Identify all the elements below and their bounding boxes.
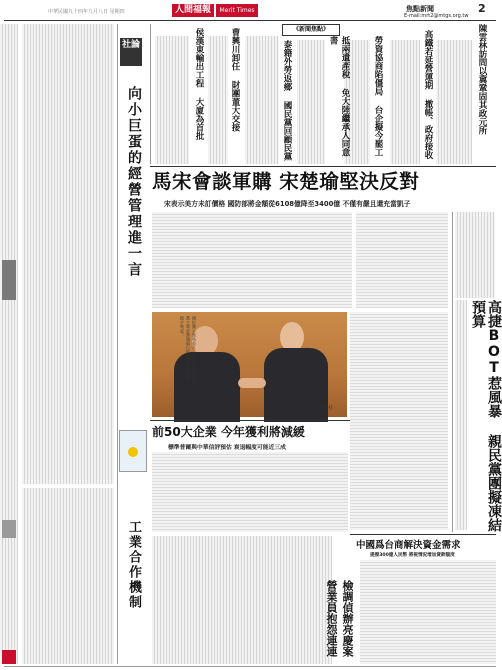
brief-text-4 xyxy=(297,40,325,164)
main-subhead: 宋表示美方未訂價格 國防部將金額從6108億降至3400億 不僅有嚴且還充當凱子 xyxy=(164,200,411,208)
page-number: 2 xyxy=(478,2,486,15)
enterprise-subhead: 標準普爾與中華信評預估 衰退幅度可能近三成 xyxy=(168,445,286,451)
bottom-headline-b: 營業員抱怨連連 xyxy=(325,580,338,657)
news-focus-tag: 《新聞焦點》 xyxy=(282,24,340,36)
gutter-block-2 xyxy=(2,520,16,538)
photo-credit: 中央社 xyxy=(318,405,334,411)
headline-5: 泰籍外勞返鄉 國民黨回顧民黨 xyxy=(282,40,292,161)
column-divider xyxy=(117,24,118,664)
brief-text-1 xyxy=(436,40,472,164)
headline-1: 陳雲林訪問以冀鞏固其政元所 xyxy=(477,24,487,135)
promo-box xyxy=(119,430,147,472)
china-subhead: 提撥300億人民幣 將視情況增加貸款額度 xyxy=(370,553,455,558)
china-headline: 中國爲台商解決資金需求 xyxy=(356,540,461,551)
sun-icon xyxy=(128,447,138,457)
handshake xyxy=(238,378,266,388)
bottom-headline-a: 檢調偵辦亮慶案 xyxy=(341,580,354,657)
main-story-text-right xyxy=(350,312,448,530)
gutter-block xyxy=(2,260,16,300)
main-story-text-left xyxy=(152,212,352,308)
brief-text-6 xyxy=(208,36,228,164)
newspaper-logo: 人間福報 xyxy=(172,4,214,17)
right-divider xyxy=(452,212,453,532)
brief-text-5 xyxy=(245,36,279,164)
headline-7: 侯漢東輸出工程 大廈為首批 xyxy=(194,28,204,140)
brief-text-2 xyxy=(390,40,420,164)
right-text-top xyxy=(455,212,495,298)
masthead-rule xyxy=(4,20,496,21)
right-text-side xyxy=(455,300,467,530)
editorial-body-text xyxy=(22,24,114,484)
footer-rule xyxy=(4,666,496,667)
section-label: 焦點新聞 xyxy=(406,5,434,13)
headline-3: 勞資協商陷僵局 台企擬今罷工 xyxy=(373,36,383,157)
left-gutter-strip xyxy=(0,24,18,664)
main-story-text-mid xyxy=(356,212,448,308)
right-headline: 高捷BOT惹風暴 親民黨團擬凍結預算 xyxy=(470,300,502,532)
bottom-story-text xyxy=(152,536,332,664)
headline-4: 抵兩遺產稅 免大陸繼承人同意書 xyxy=(328,36,350,157)
china-rule xyxy=(350,534,496,535)
logo-subtitle: Merit Times xyxy=(216,4,258,17)
main-headline: 馬宋會談軍購 宋楚瑜堅決反對 xyxy=(152,170,420,193)
enterprise-rule xyxy=(150,420,350,421)
lower-left-body-text xyxy=(22,488,114,664)
headline-2: 高鐵若延營運期 撤帳、政府接收 xyxy=(423,30,433,159)
enterprise-text xyxy=(152,452,348,532)
gutter-marker xyxy=(2,650,16,664)
email-address: E-mail:mrt2@mtgs.org.tw xyxy=(404,13,469,19)
photo-caption: 國民黨主席馬英九（右）昨日與親民黨主席宋楚瑜舉行馬宋會，會後兩人握手致意。 xyxy=(180,316,197,384)
brief-text-a xyxy=(155,36,189,164)
editorial-tag: 社論 xyxy=(120,38,142,66)
headline-6: 曹興川卸任 財團董大交接 xyxy=(230,28,240,132)
editorial-title: 向小巨蛋的經營管理進一言 xyxy=(126,86,142,278)
china-text xyxy=(360,560,496,664)
enterprise-headline: 前50大企業 今年獲利將減緩 xyxy=(152,425,305,439)
section-rule xyxy=(150,166,496,167)
news-divider xyxy=(150,24,151,164)
date-line: 中華民國九十四年九月八日 星期四 xyxy=(48,9,125,15)
box-title: 工業合作機制 xyxy=(126,520,141,610)
